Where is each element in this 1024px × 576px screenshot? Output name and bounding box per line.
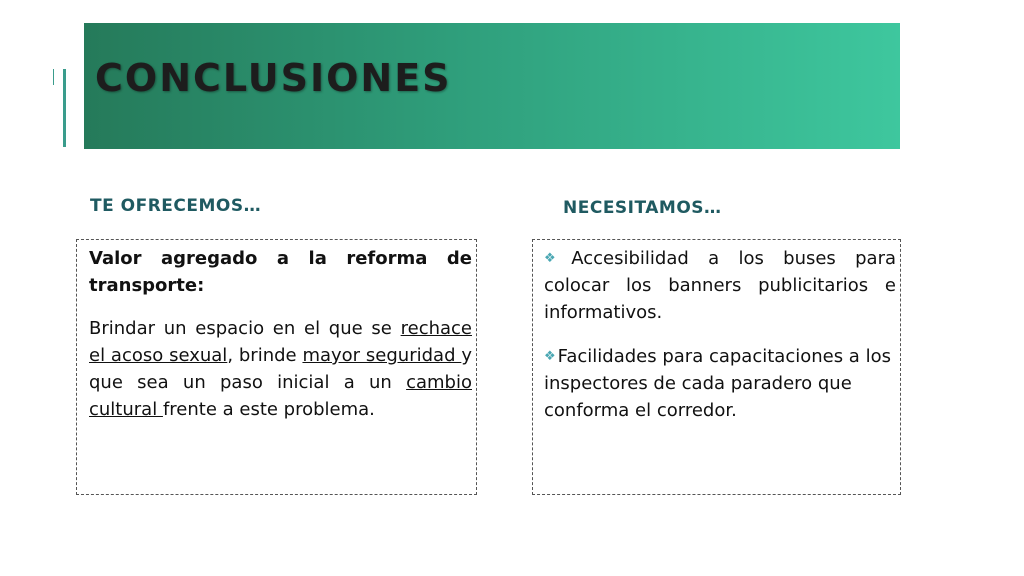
diamond-bullet-icon: ❖	[544, 349, 556, 364]
offer-heading-text: Valor agregado a la reforma de transporte:	[89, 248, 472, 296]
needs-bullet-item	[544, 343, 896, 424]
offer-text-part: , brinde	[227, 345, 303, 366]
heading-te-ofrecemos: TE OFRECEMOS…	[90, 196, 262, 216]
needs-bullet-item	[544, 245, 896, 326]
needs-bullet-text: Accesibilidad a los buses para colocar los banners publicitarios e informativos.	[544, 248, 897, 323]
slide-title: CONCLUSIONES	[95, 56, 452, 100]
offer-text-part: y que sea un paso inicial a un	[89, 345, 472, 393]
offer-description	[89, 315, 472, 423]
diamond-bullet-icon: ❖	[544, 251, 570, 266]
offer-text-part: Brindar un espacio en el que se	[89, 318, 401, 339]
heading-necesitamos: NECESITAMOS…	[563, 198, 722, 218]
underlined-phrase: cambio cultural	[89, 372, 472, 420]
underlined-phrase: mayor seguridad	[302, 345, 462, 366]
needs-bullet-text: Facilidades para capacitaciones a los inspectores de cada paradero que conforma el corredor.	[544, 346, 891, 421]
accent-line	[63, 69, 66, 147]
accent-line-thin	[53, 69, 54, 85]
offer-text-part: frente a este problema.	[162, 399, 375, 420]
underlined-phrase: rechace el acoso sexual	[89, 318, 472, 366]
